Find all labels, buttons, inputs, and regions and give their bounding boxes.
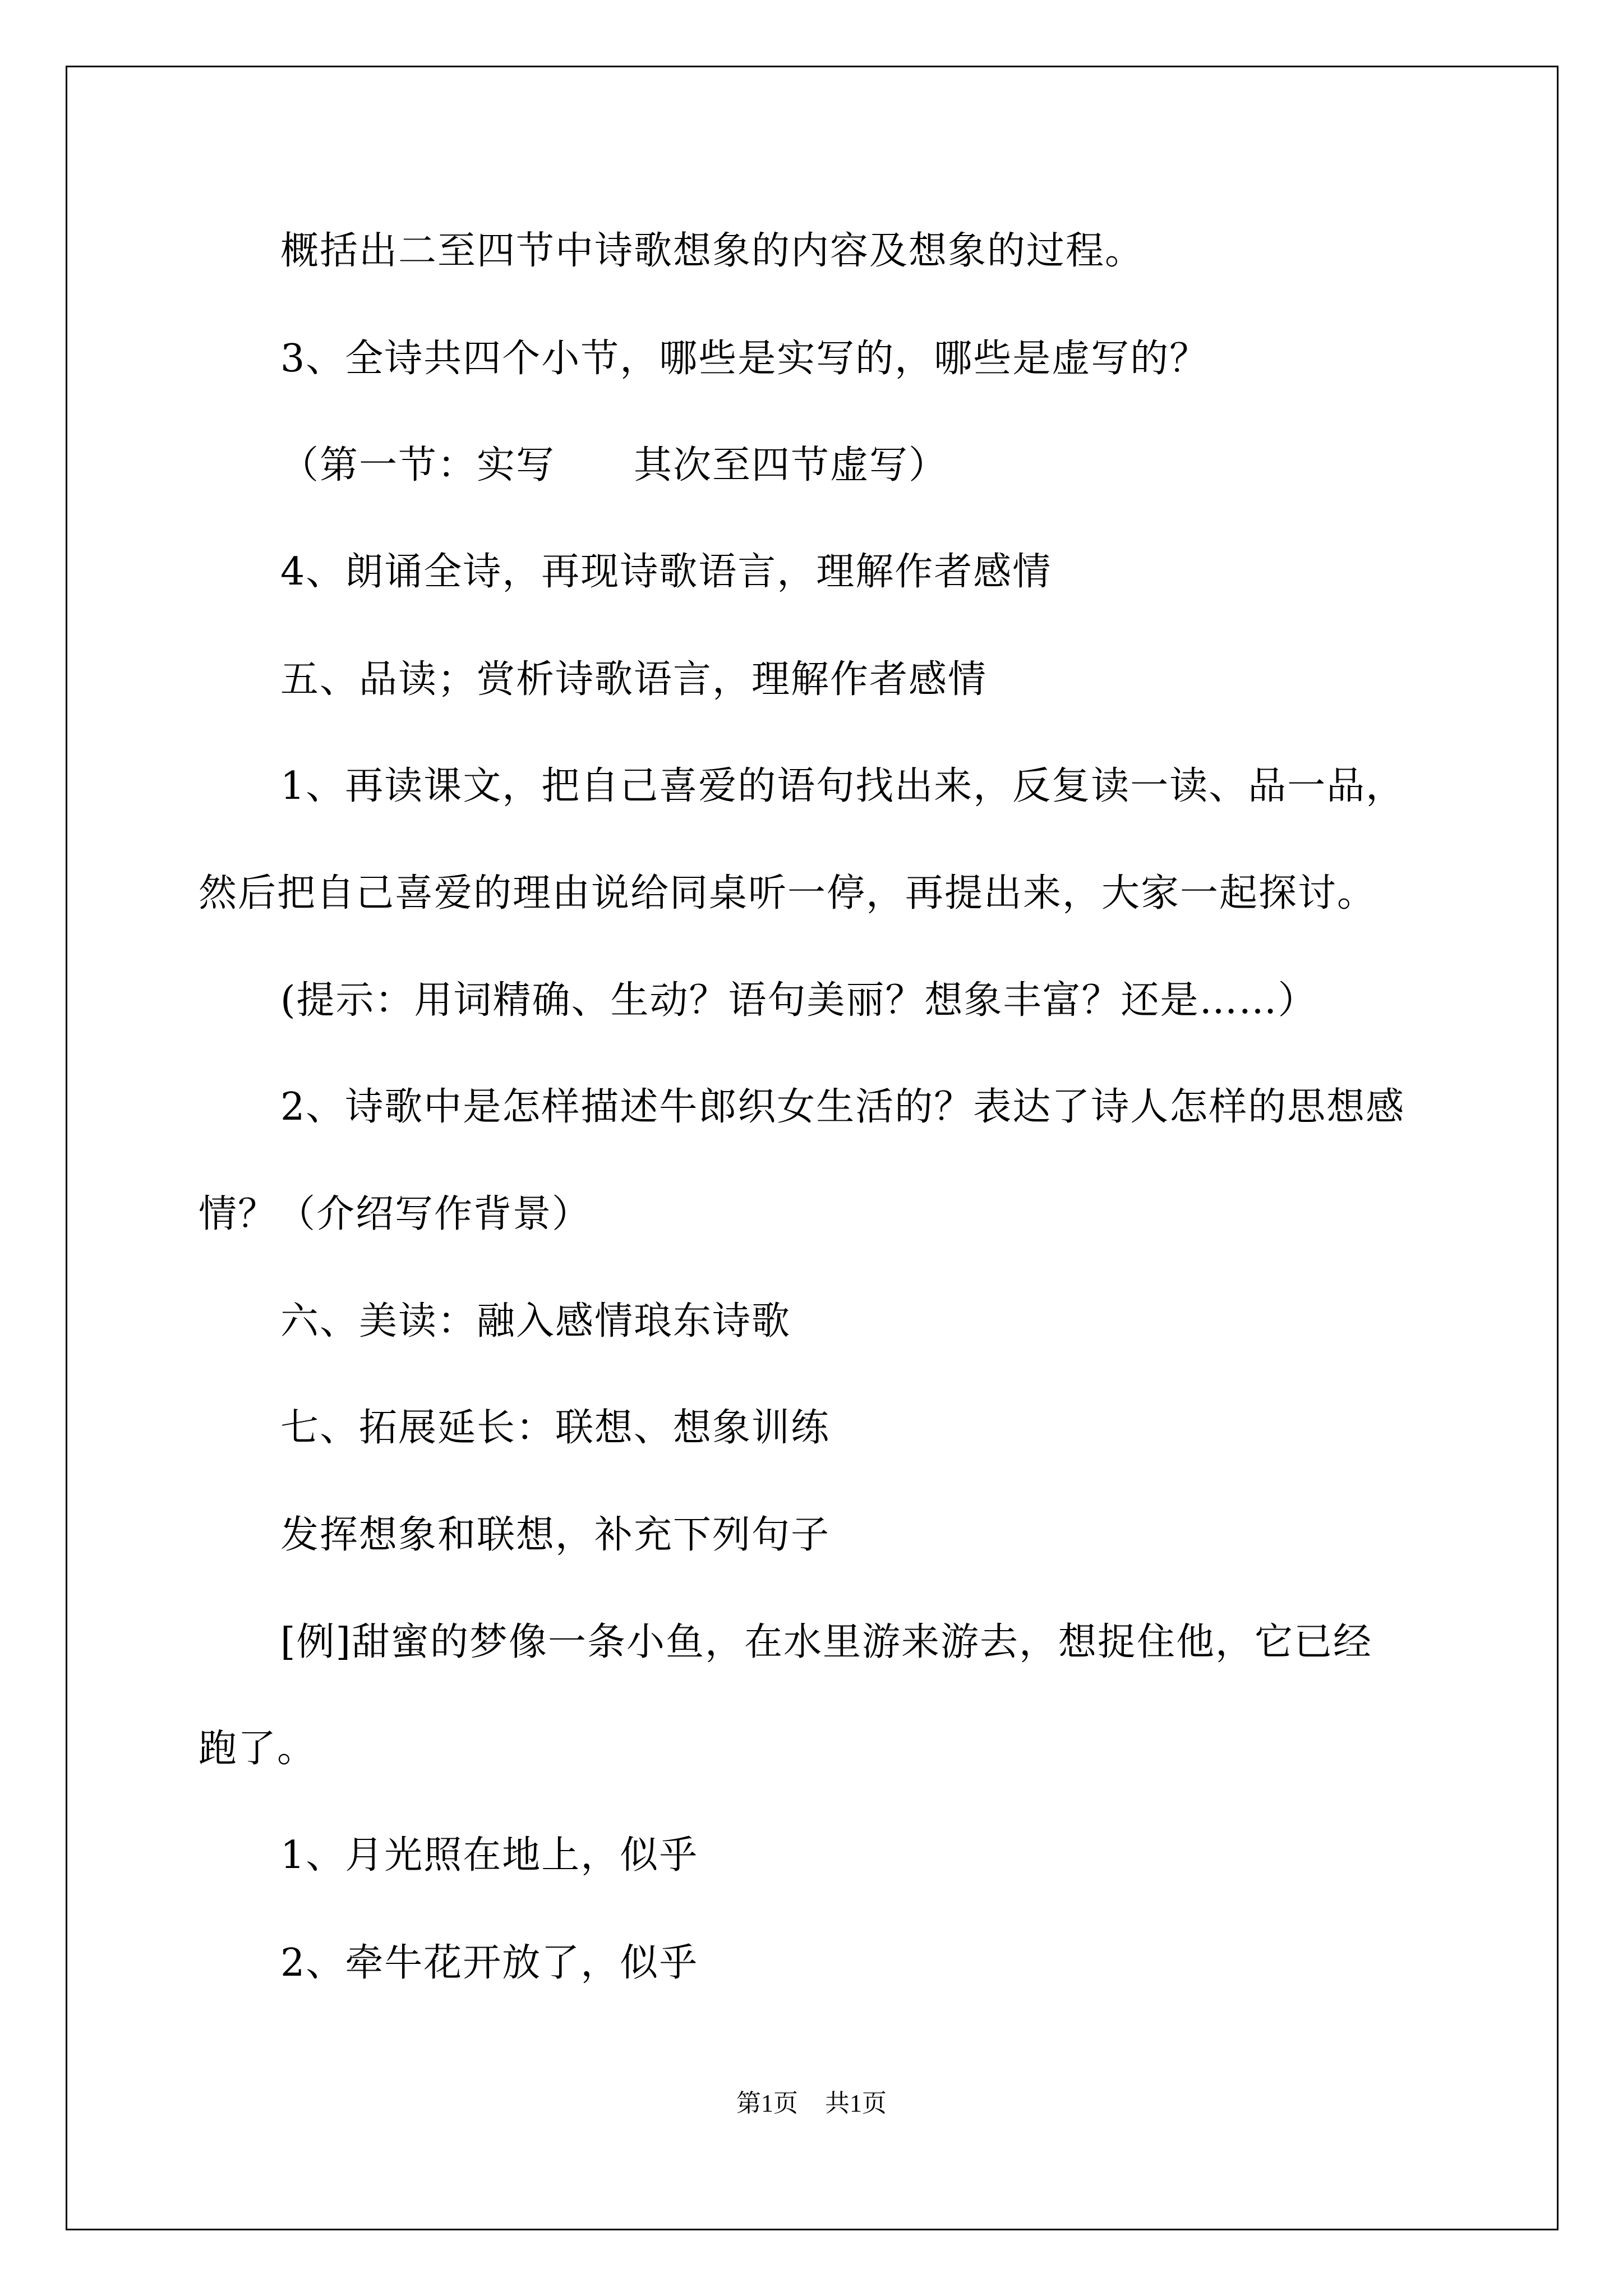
page-number: 第1页 (736, 2090, 798, 2117)
text-line: （第一节：实写 其次至四节虚写） (280, 443, 948, 487)
text-line: 跑了。 (199, 1727, 317, 1771)
text-line: [例]甜蜜的梦像一条小鱼，在水里游来游去，想捉住他，它已经 (280, 1620, 1373, 1664)
page-border (66, 66, 1559, 2230)
text-line: 五、品读；赏析诗歌语言，理解作者感情 (280, 657, 988, 702)
text-line: 4、朗诵全诗，再现诗歌语言，理解作者感情 (280, 550, 1052, 594)
text-line: 然后把自己喜爱的理由说给同桌听一停，再提出来，大家一起探讨。 (199, 871, 1377, 915)
text-line: 六、美读：融入感情琅东诗歌 (280, 1299, 791, 1343)
text-line: 2、牵牛花开放了，似乎 (280, 1941, 699, 1985)
text-line: 情？（介绍写作背景） (199, 1192, 592, 1236)
page-total: 共1页 (825, 2090, 887, 2117)
text-line: 概括出二至四节中诗歌想象的内容及想象的过程。 (280, 229, 1145, 273)
text-line: 2、诗歌中是怎样描述牛郎织女生活的？表达了诗人怎样的思想感 (280, 1085, 1405, 1129)
page-footer (0, 2088, 1623, 2119)
text-line: 七、拓展延长：联想、想象训练 (280, 1406, 831, 1450)
text-line: 3、全诗共四个小节，哪些是实写的，哪些是虚写的？ (280, 337, 1209, 381)
text-line: (提示：用词精确、生动？语句美丽？想象丰富？还是……） (280, 978, 1317, 1023)
text-line: 1、再读课文，把自己喜爱的语句找出来，反复读一读、品一品， (280, 764, 1405, 808)
text-line: 1、月光照在地上，似乎 (280, 1833, 699, 1878)
text-line: 发挥想象和联想，补充下列句子 (280, 1513, 831, 1557)
